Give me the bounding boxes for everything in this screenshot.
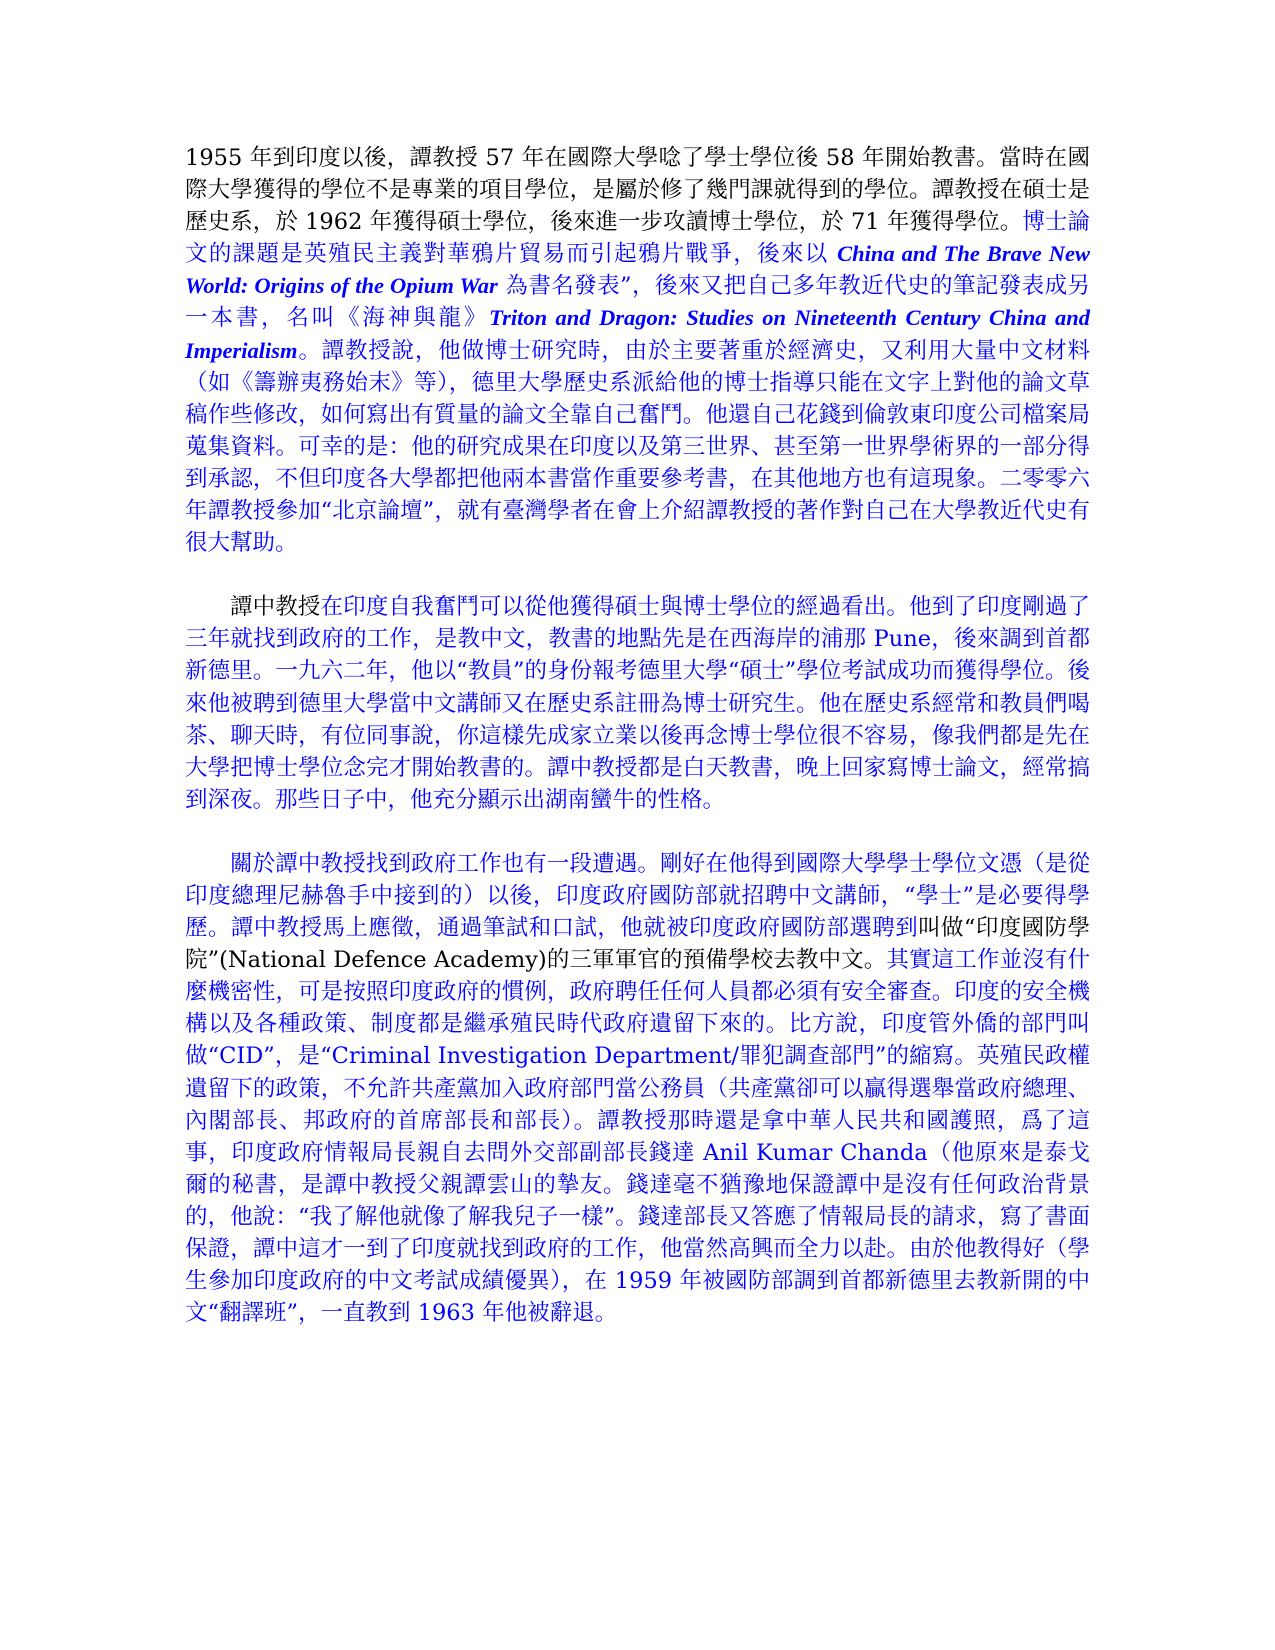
text-run: 。譚教授說，他做博士研究時，由於主要著重於經濟史，又利用大量中文材料（如《籌辦夷務始末》等），德里大學歷史系派給他的博士指導只能在文字上對他的論文草稿作些修改，如何寫出有質量的論文全靠自己奮鬥。他還自己花錢到倫敦東印度公司檔案局蒐集資料。可幸的是：他的研究成果在印度以及第三世界、甚至第一世界學術界的一部分得到承認，不但印度各大學都把他兩本書當作重要參考書，在其他地方也有這現象。二零零六年譚教授參加“北京論壇”，就有臺灣學者在會上介紹譚教授的著作對自己在大學教近代史有很大幫助。 [185, 337, 1090, 557]
paragraph-2 [185, 591, 1090, 816]
text-run: 博士論文的課題是英殖民主義對華鴉片貿易而引起鴉片戰爭，後來以 [185, 209, 1090, 268]
text-run: 為書名發表”，後來又把自己多年教近代史的筆記發表成另一本書，名叫《海神與龍》 [185, 273, 1091, 332]
text-run: 在印度自我奮鬥可以從他獲得碩士與博士學位的經過看出。他到了印度剛過了三年就找到政府的工作，是教中文，教書的地點先是在西海岸的浦那 Pune，後來調到首都新德里。一九六二年，他以“教員”的身份報考德里大學“碩士”學位考試成功而獲得學位。後來他被聘到德里大學當中文講師又在歷史系註冊為博士研究生。他在歷史系經常和教員們喝茶、聊天時，有位同事說，你這樣先成家立業以後再念博士學位很不容易，像我們都是先在大學把博士學位念完才開始教書的。譚中教授都是白天教書，晚上回家寫博士論文，經常搞到深夜。那些日子中，他充分顯示出湖南蠻牛的性格。 [185, 594, 1090, 813]
paragraph-1 [185, 142, 1090, 559]
paragraph-spacer [185, 559, 1090, 591]
text-run: 譚中教授 [230, 594, 321, 621]
paragraph-spacer [185, 816, 1090, 848]
document-page [185, 142, 1090, 1329]
paragraph-3 [185, 848, 1090, 1329]
text-run: 1955 年到印度以後，譚教授 57 年在國際大學唸了學士學位後 58 年開始教書。當時在國際大學獲得的學位不是專業的項目學位，是屬於修了幾門課就得到的學位。譚教授在碩士是歷史系，於 1962 年獲得碩士學位，後來進一步攻讀博士學位，於 71 年獲得學位。 [185, 145, 1090, 236]
text-run: 叫做“印度國防學院”(National Defence Academy)的三軍軍官的預備學校去教中文。 [185, 915, 1090, 974]
text-run: 其實這工作並沒有什麼機密性，可是按照印度政府的慣例，政府聘任任何人員都必須有安全審查。印度的安全機構以及各種政策、制度都是繼承殖民時代政府遺留下來的。比方說，印度管外僑的部門叫做“CID”，是“Criminal Investigation Department/罪犯調查部門”的縮寫。英殖民政權遺留下的政策，不允許共產黨加入政府部門當公務員（共產黨卻可以贏得選舉當政府總理、內閣部長、邦政府的首席部長和部長）。譚教授那時還是拿中華人民共和國護照，爲了這事，印度政府情報局長親自去問外交部副部長錢達 Anil Kumar Chanda（他原來是泰戈爾的秘書，是譚中教授父親譚雲山的摯友。錢達毫不猶豫地保證譚中是沒有任何政治背景的，他說：“我了解他就像了解我兒子一樣”。錢達部長又答應了情報局長的請求，寫了書面保證，譚中這才一到了印度就找到政府的工作，他當然高興而全力以赴。由於他教得好（學生參加印度政府的中文考試成績優異），在 1959 年被國防部調到首都新德里去教新開的中文“翻譯班”，一直教到 1963 年他被辭退。 [185, 947, 1090, 1327]
book-title-english: China and The Brave New World: Origins of the Opium War [185, 241, 1090, 299]
book-title-english: Triton and Dragon: Studies on Nineteenth Century China and Imperialism [185, 305, 1090, 363]
text-run: 關於譚中教授找到政府工作也有一段遭遇。剛好在他得到國際大學學士學位文憑（是從印度總理尼赫魯手中接到的）以後，印度政府國防部就招聘中文講師，“學士”是必要得學歷。譚中教授馬上應徵，通過筆試和口試，他就被印度政府國防部選聘到 [185, 850, 1090, 942]
